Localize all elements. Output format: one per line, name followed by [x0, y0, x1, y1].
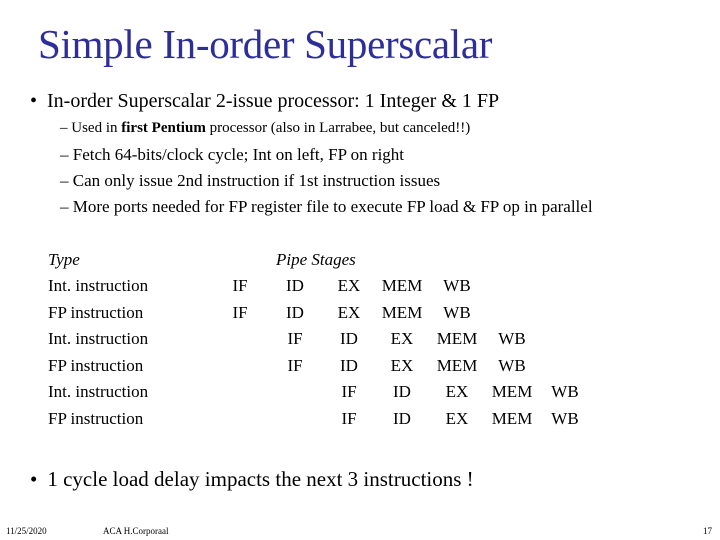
pipe-stage-wb: WB	[498, 355, 526, 375]
sub-bullet-pentium-bold: first Pentium	[121, 120, 206, 136]
pipe-stage-mem: MEM	[491, 382, 533, 401]
pipe-stage-if: IF	[287, 355, 303, 375]
sub-bullet-issue: – Can only issue 2nd instruction if 1st instruction issues	[60, 171, 441, 190]
pipe-stage-wb: WB	[443, 302, 471, 322]
pipe-stage-mem: MEM	[436, 329, 478, 348]
footer-date: 11/25/2020	[6, 526, 47, 536]
pipe-stages-header: Pipe Stages	[276, 250, 356, 269]
sub-bullet-pentium-suffix: processor (also in Larrabee, but canceled!!)	[205, 120, 471, 136]
pipe-stage-ex: EX	[390, 355, 414, 375]
pipe-stage-ex: EX	[445, 382, 469, 401]
bullet-load-delay-text: 1 cycle load delay impacts the next 3 instructions !	[47, 467, 474, 491]
slide-title: Simple In-order Superscalar	[38, 21, 493, 67]
instruction-type: Int. instruction	[48, 329, 149, 348]
instruction-type: FP instruction	[48, 355, 144, 375]
sub-bullet-ports: – More ports needed for FP register file to execute FP load & FP op in parallel	[60, 197, 593, 216]
sub-bullet-pentium-prefix: – Used in	[60, 120, 122, 136]
pipe-stage-wb: WB	[551, 408, 579, 428]
pipe-stage-id: ID	[393, 382, 411, 401]
pipe-stage-ex: EX	[390, 329, 414, 348]
instruction-type: FP instruction	[48, 302, 144, 322]
pipe-stage-id: ID	[340, 355, 358, 375]
instruction-type: Int. instruction	[48, 276, 149, 295]
pipe-stage-if: IF	[341, 382, 357, 401]
pipe-stage-if: IF	[232, 302, 248, 322]
pipe-stage-if: IF	[341, 408, 357, 428]
bullet-dot: •	[30, 467, 38, 491]
pipe-stage-if: IF	[287, 329, 303, 348]
pipe-stage-mem: MEM	[436, 355, 478, 375]
pipe-stage-id: ID	[286, 276, 304, 295]
pipe-stage-ex: EX	[445, 408, 469, 428]
bullet-dot: •	[30, 90, 38, 112]
pipe-stage-wb: WB	[443, 276, 471, 295]
pipe-stage-wb: WB	[551, 382, 579, 401]
pipe-stage-if: IF	[232, 276, 248, 295]
pipe-stage-ex: EX	[337, 276, 361, 295]
type-header: Type	[48, 250, 80, 269]
pipe-stage-wb: WB	[498, 329, 526, 348]
instruction-type: FP instruction	[48, 408, 144, 428]
bullet-main	[30, 90, 499, 113]
sub-bullet-fetch: – Fetch 64-bits/clock cycle; Int on left, FP on right	[60, 145, 405, 164]
bullet-main-text: In-order Superscalar 2-issue processor: 1 Integer & 1 FP	[47, 90, 500, 112]
footer-author: ACA H.Corporaal	[103, 526, 169, 536]
pipe-stage-id: ID	[340, 329, 358, 348]
footer-page-number: 17	[703, 526, 712, 536]
pipe-stage-mem: MEM	[381, 276, 423, 295]
pipe-stage-id: ID	[393, 408, 411, 428]
instruction-type: Int. instruction	[48, 382, 149, 401]
bullet-load-delay	[30, 467, 474, 492]
pipe-stage-ex: EX	[337, 302, 361, 322]
pipe-stage-id: ID	[286, 302, 304, 322]
pipe-stage-mem: MEM	[491, 408, 533, 428]
pipe-stage-mem: MEM	[381, 302, 423, 322]
sub-bullet-pentium	[60, 120, 470, 137]
